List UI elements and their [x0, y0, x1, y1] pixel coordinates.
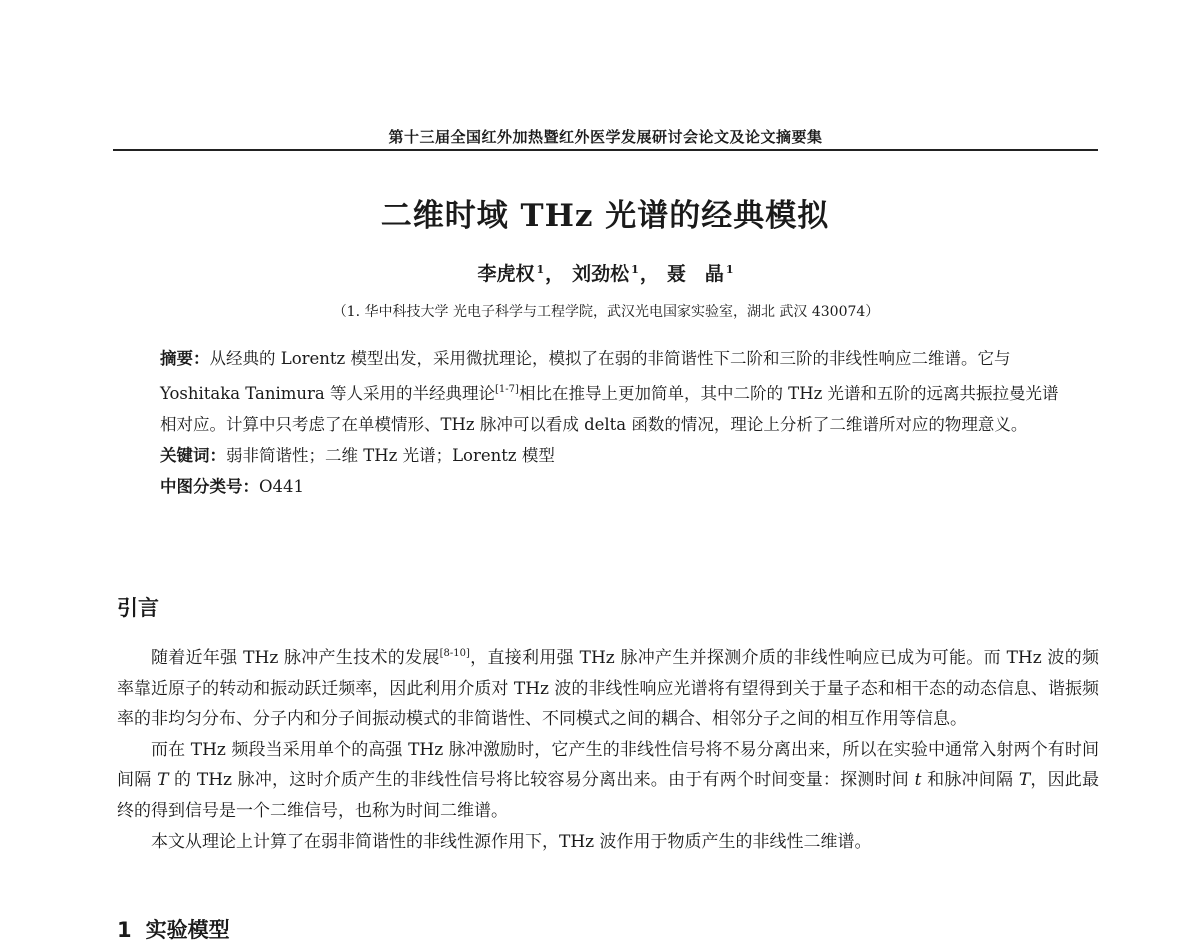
abstract-label: 摘要：: [160, 349, 210, 368]
intro-body: [117, 639, 1099, 857]
author-separator: ，: [639, 263, 659, 285]
paragraph-text: 和脉冲间隔: [921, 770, 1019, 791]
author-affiliation-mark: 1: [631, 263, 639, 276]
affiliation: （1. 华中科技大学 光电子科学与工程学院，武汉光电国家实验室，湖北 武汉 430074）: [332, 304, 880, 320]
section-title: 实验模型: [145, 918, 230, 942]
paragraph: [117, 735, 1099, 827]
classification-label: 中图分类号：: [160, 477, 259, 496]
paper-title: 二维时域 THz 光谱的经典模拟: [380, 198, 830, 234]
citation-ref: [8-10]: [439, 648, 470, 659]
math-variable: T: [1018, 770, 1031, 791]
keywords: [160, 440, 1060, 471]
author-name: 聂 晶: [666, 263, 724, 285]
keywords-label: 关键词：: [160, 446, 226, 465]
abstract-text: 从经典的 Lorentz 模型出发，采用微扰理论，模拟了在弱的非简谐性下二阶和三阶的非线性响应二维谱。它与 Yoshitaka Tanimura 等人采用的半经典理论: [160, 349, 1011, 403]
paragraph-text: ，因此最终的得到信号是一个二维信号，也称为时间二维谱。: [117, 770, 1100, 821]
author-separator: ，: [545, 263, 565, 285]
author-name: 李虎权: [477, 263, 535, 285]
math-variable: T: [157, 770, 169, 791]
header-rule: [113, 149, 1098, 151]
classification: [160, 471, 1060, 502]
keywords-text: 弱非简谐性；二维 THz 光谱；Lorentz 模型: [226, 446, 555, 465]
abstract: [160, 343, 1060, 440]
paragraph-text: ，直接利用强 THz 脉冲产生并探测介质的非线性响应已成为可能。而 THz 波的频率靠近原子的转动和振动跃迁频率，因此利用介质对 THz 波的非线性响应光谱将有望得到关于量子态和相干态的动态信息、谐振频率的非均匀分布、分子内和分子间振动模式的非简谐性、不同模式之间的耦合、相邻分子之间的相互作用等信息。: [117, 648, 1099, 730]
abstract-text: 相比在推导上更加简单，其中二阶的 THz 光谱和五阶的远离共振拉曼光谱相对应。计算中只考虑了在单模情形、THz 脉冲可以看成 delta 函数的情况，理论上分析了二维谱所对应的物理意义。: [160, 384, 1059, 434]
section-number: 1: [117, 918, 132, 942]
intro-heading: 引言: [117, 596, 159, 620]
paragraph-text: 随着近年强 THz 脉冲产生技术的发展: [151, 648, 440, 668]
paragraph-text: 而在 THz 频段当采用单个的高强 THz 脉冲激励时，它产生的非线性信号将不易分离出来，所以在实验中通常入射两个有时间间隔: [117, 739, 1099, 791]
abstract-block: [160, 343, 1060, 502]
paragraph-text: 的 THz 脉冲，这时介质产生的非线性信号将比较容易分离出来。由于有两个时间变量：探测时间: [168, 770, 915, 791]
paragraph: [117, 639, 1099, 735]
author-affiliation-mark: 1: [725, 263, 734, 276]
classification-code: O441: [259, 477, 305, 496]
paragraph: 本文从理论上计算了在弱非简谐性的非线性源作用下，THz 波作用于物质产生的非线性二维谱。: [151, 831, 872, 852]
author-list: [0, 259, 1200, 286]
author-affiliation-mark: 1: [536, 263, 545, 276]
citation-ref: [1-7]: [495, 384, 519, 395]
author-name: 刘劲松: [572, 263, 630, 285]
section-1-heading: [117, 914, 230, 944]
running-header: 第十三届全国红外加热暨红外医学发展研讨会论文及论文摘要集: [388, 128, 823, 146]
math-variable: t: [914, 770, 922, 791]
